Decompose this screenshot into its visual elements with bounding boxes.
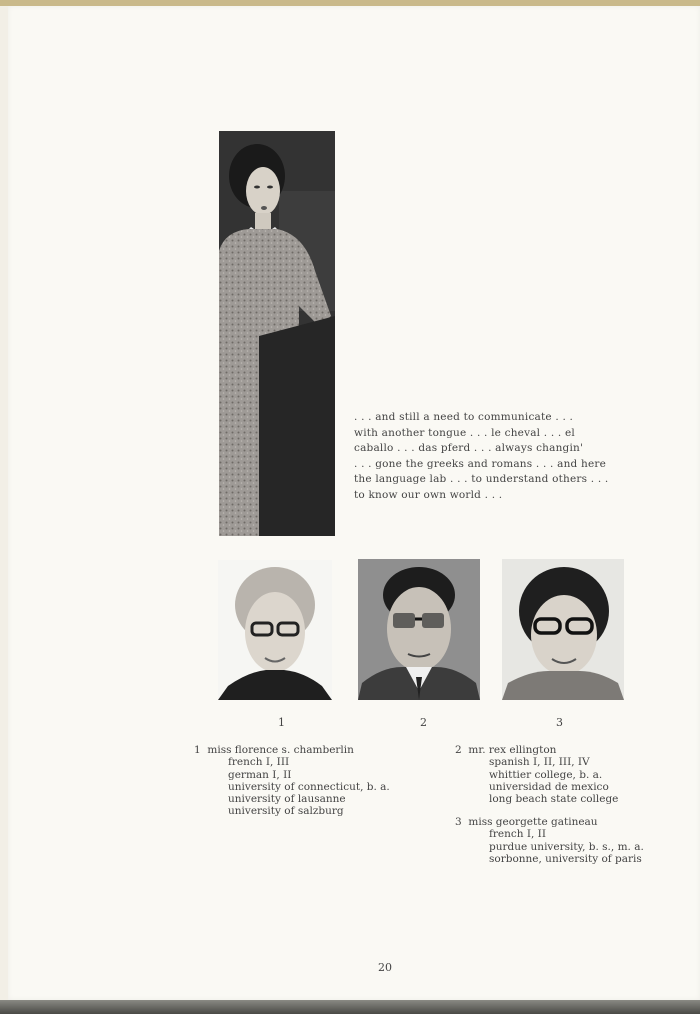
intro-line: the language lab . . . to understand others . . . (354, 473, 609, 485)
teacher-name: mr. rex ellington (468, 744, 557, 756)
caption-2 (455, 744, 618, 805)
intro-line: with another tongue . . . le cheval . . . el (354, 426, 575, 439)
teacher-detail: french I, III (228, 756, 290, 769)
page-number: 20 (378, 961, 392, 974)
page-bottom-edge (0, 1000, 700, 1014)
caption-3 (455, 816, 644, 865)
teacher-detail: universidad de mexico (489, 780, 609, 793)
teacher-name: miss florence s. chamberlin (207, 744, 354, 756)
teacher-detail: sorbonne, university of paris (489, 852, 642, 865)
teacher-detail: spanish I, II, III, IV (489, 756, 590, 769)
portrait-number: 3 (556, 716, 563, 729)
portrait-number: 2 (420, 716, 427, 729)
portrait-number: 1 (278, 716, 285, 729)
teacher-detail: whittier college, b. a. (489, 768, 603, 781)
teacher-detail: university of salzburg (228, 805, 344, 818)
speaker-photo (219, 131, 335, 536)
teacher-detail: purdue university, b. s., m. a. (489, 840, 644, 853)
teacher-detail: long beach state college (489, 793, 619, 806)
teacher-detail: german I, II (228, 768, 292, 781)
caption-number: 3 (455, 816, 462, 828)
caption-number: 2 (455, 744, 462, 756)
intro-line: caballo . . . das pferd . . . always changin' (354, 442, 584, 454)
teacher-detail: university of connecticut, b. a. (228, 780, 390, 793)
intro-line: to know our own world . . . (354, 488, 503, 501)
intro-line: . . . and still a need to communicate . . . (354, 411, 574, 423)
portrait-2 (358, 559, 480, 700)
caption-1 (194, 744, 390, 818)
teacher-name: miss georgette gatineau (468, 816, 598, 828)
portrait-3 (502, 559, 624, 700)
teacher-detail: university of lausanne (228, 793, 346, 806)
teacher-detail: french I, II (489, 828, 546, 841)
intro-text (354, 410, 634, 503)
caption-number: 1 (194, 744, 201, 756)
intro-line: . . . gone the greeks and romans . . . and here (354, 457, 607, 470)
portrait-1 (218, 560, 332, 700)
